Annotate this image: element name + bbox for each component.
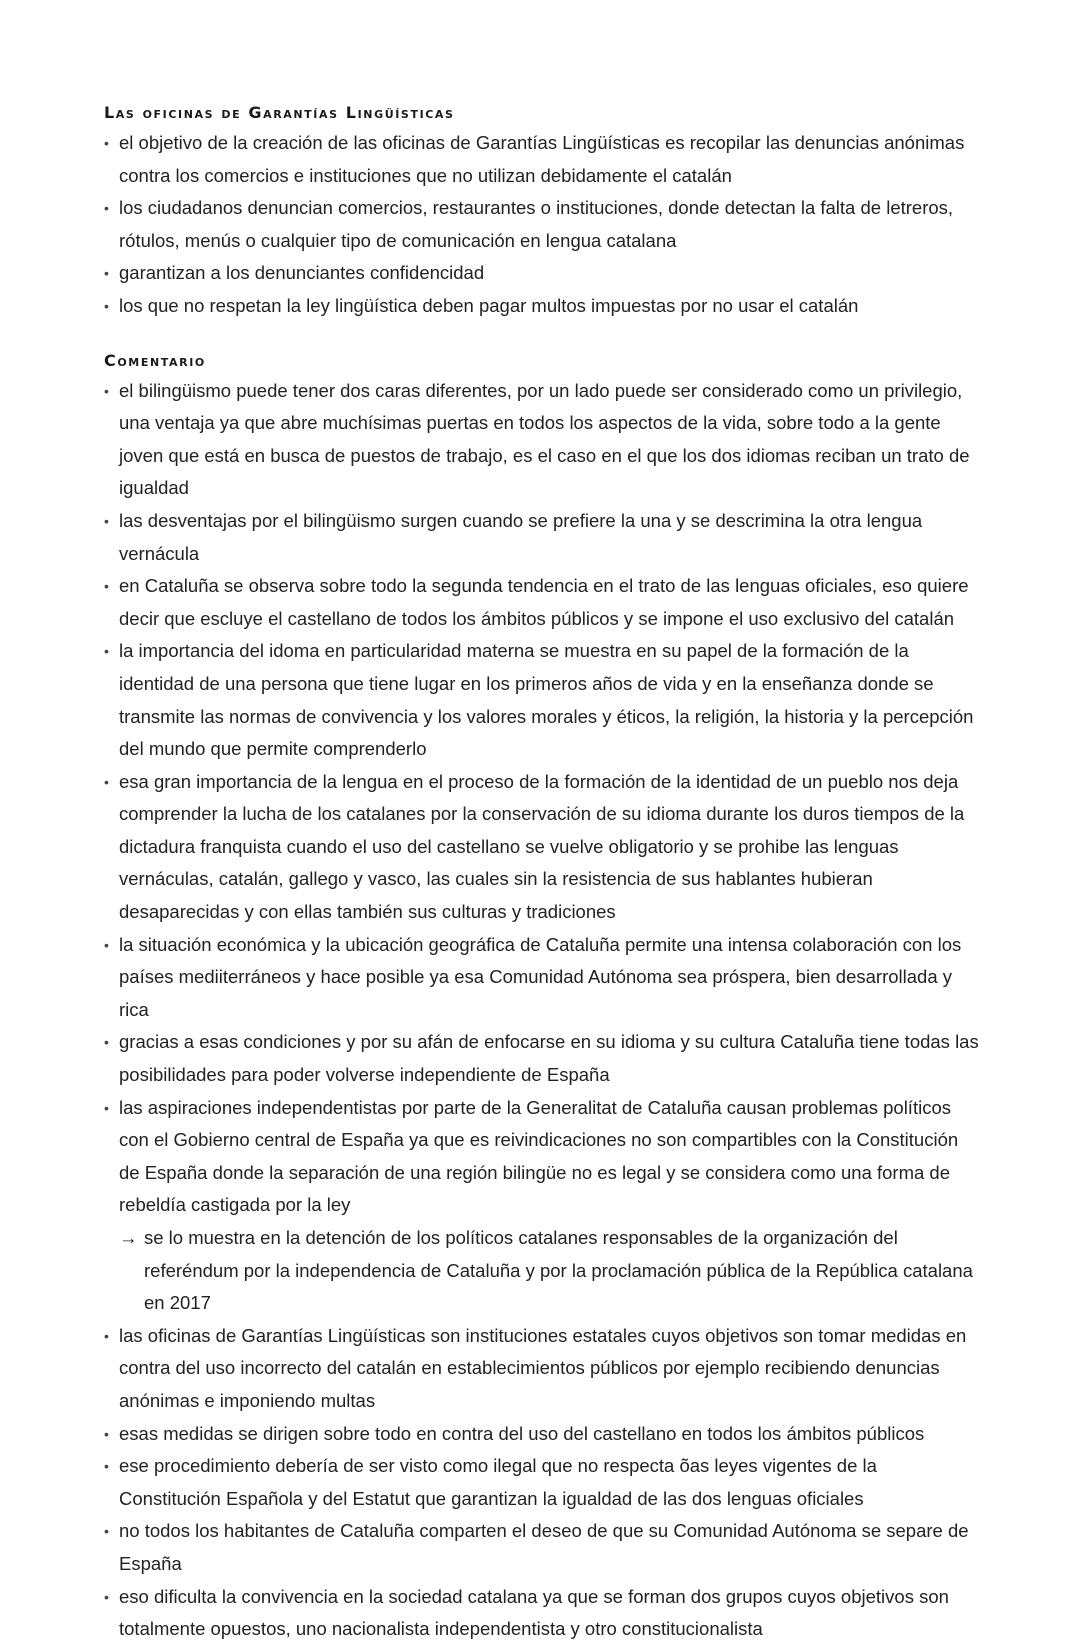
bullet-icon: • bbox=[104, 1034, 109, 1051]
list-item bbox=[104, 929, 980, 1027]
bullet-icon: • bbox=[104, 773, 109, 790]
list-item bbox=[104, 1450, 980, 1515]
list-item bbox=[104, 1026, 980, 1091]
bullet-text: garantizan a los denunciantes confidencidad bbox=[119, 262, 485, 284]
bullet-text: en Cataluña se observa sobre todo la segunda tendencia en el trato de las lenguas oficiales, eso quiere decir que escluye el castellano de todos los ámbitos públicos y se impone el uso exclusivo del catalán bbox=[119, 575, 969, 629]
list-item bbox=[104, 192, 980, 257]
bullet-text: las desventajas por el bilingüismo surgen cuando se prefiere la una y se descrimina la otra lengua vernácula bbox=[119, 509, 923, 564]
list-item bbox=[104, 1515, 980, 1580]
list-item bbox=[104, 290, 980, 323]
bullet-icon: • bbox=[104, 1588, 109, 1605]
bullet-text: las oficinas de Garantías Lingüísticas son instituciones estatales cuyos objetivos son tomar medidas en contra del uso incorrecto del catalán en establecimientos públicos por ejemplo recibiendo denuncias anónimas e imponiendo multas bbox=[119, 1324, 967, 1411]
bullet-icon: • bbox=[104, 382, 109, 399]
list-item bbox=[104, 570, 980, 635]
list-item bbox=[104, 127, 980, 192]
list-item bbox=[104, 766, 980, 929]
bullet-icon: • bbox=[104, 643, 109, 660]
list-item bbox=[104, 1418, 980, 1451]
bullet-icon: • bbox=[104, 297, 109, 314]
bullet-icon: • bbox=[104, 936, 109, 953]
list-item bbox=[104, 375, 980, 505]
bullet-icon: • bbox=[104, 1327, 109, 1344]
arrow-note bbox=[119, 1222, 980, 1320]
bullet-icon: • bbox=[104, 512, 109, 529]
list-item bbox=[104, 1320, 980, 1418]
arrow-note-text: se lo muestra en la detención de los políticos catalanes responsables de la organización del referéndum por la independencia de Cataluña y por la proclamación pública de la República catalana en 2017 bbox=[144, 1227, 973, 1314]
bullet-text: eso dificulta la convivencia en la sociedad catalana ya que se forman dos grupos cuyos objetivos son totalmente opuestos, uno nacionalista independentista y otro constitucionalista bbox=[119, 1585, 949, 1640]
section-title-comentario: Comentario bbox=[104, 350, 206, 370]
bullet-text: gracias a esas condiciones y por su afán de enfocarse en su idioma y su cultura Cataluña tiene todas las posibilidades para poder volverse independiente de España bbox=[119, 1031, 979, 1086]
bullet-text: los que no respetan la ley lingüística deben pagar multos impuestas por no usar el catalán bbox=[119, 294, 859, 316]
bullet-icon: • bbox=[104, 200, 109, 217]
bullet-text: los ciudadanos denuncian comercios, restaurantes o instituciones, donde detectan la falta de letreros, rótulos, menús o cualquier tipo de comunicación en lengua catalana bbox=[119, 197, 954, 251]
bullet-text: el objetivo de la creación de las oficinas de Garantías Lingüísticas es recopilar las denuncias anónimas contra los comercios e instituciones que no utilizan debidamente el catalán bbox=[119, 132, 965, 186]
bullet-list-garantias bbox=[104, 127, 980, 323]
bullet-text: las aspiraciones independentistas por parte de la Generalitat de Cataluña causan problemas políticos con el Gobierno central de España ya que es reivindicaciones no son compartibles con la Constitución de España donde la separación de una región bilingüe no es legal y se considera como una forma de rebeldía castigada por la ley bbox=[119, 1096, 959, 1216]
bullet-icon: • bbox=[104, 1425, 109, 1442]
list-item bbox=[104, 1581, 980, 1646]
list-item bbox=[104, 1092, 980, 1320]
list-item bbox=[104, 505, 980, 570]
bullet-icon: • bbox=[104, 1458, 109, 1475]
bullet-icon: • bbox=[104, 1099, 109, 1116]
bullet-text: ese procedimiento debería de ser visto como ilegal que no respecta õas leyes vigentes de la Constitución Española y del Estatut que garantizan la igualdad de las dos lenguas oficiales bbox=[119, 1455, 877, 1509]
bullet-text: la situación económica y la ubicación geográfica de Cataluña permite una intensa colaboración con los países mediiterráneos y hace posible ya esa Comunidad Autónoma sea próspera, bien desarrollada y rica bbox=[119, 933, 962, 1020]
bullet-text: la importancia del idoma en particularidad materna se muestra en su papel de la formación de la identidad de una persona que tiene lugar en los primeros años de vida y en la enseñanza donde se transmite las normas de convivencia y los valores morales y éticos, la religión, la historia y la percepción del mundo que permite comprenderlo bbox=[119, 640, 974, 760]
list-item bbox=[104, 635, 980, 765]
arrow-right-icon: → bbox=[119, 1227, 138, 1248]
bullet-icon: • bbox=[104, 135, 109, 151]
bullet-list-comentario bbox=[104, 375, 980, 1646]
list-item bbox=[104, 257, 980, 290]
bullet-icon: • bbox=[104, 578, 109, 595]
bullet-text: no todos los habitantes de Cataluña comparten el deseo de que su Comunidad Autónoma se separe de España bbox=[119, 1520, 969, 1574]
bullet-icon: • bbox=[104, 265, 109, 282]
bullet-text: esas medidas se dirigen sobre todo en contra del uso del castellano en todos los ámbitos públicos bbox=[119, 1422, 925, 1444]
bullet-text: el bilingüismo puede tener dos caras diferentes, por un lado puede ser considerado como un privilegio, una ventaja ya que abre muchísimas puertas en todos los aspectos de la vida, sobre todo a la gente joven que está en busca de puestos de trabajo, es el caso en el que los dos idiomas reciban un trato de igualdad bbox=[119, 379, 970, 499]
section-title-garantias: Las oficinas de Garantías Lingüísticas bbox=[104, 103, 455, 122]
bullet-text: esa gran importancia de la lengua en el proceso de la formación de la identidad de un pueblo nos deja comprender la lucha de los catalanes por la conservación de su idioma durante los duros tiempos de la dictadura franquista cuando el uso del castellano se vuelve obligatorio y se prohibe las lenguas vernáculas, catalán, gallego y vasco, las cuales sin la resistencia de sus hablantes hubieran desaparecidas y con ellas también sus culturas y tradiciones bbox=[119, 770, 965, 923]
bullet-icon: • bbox=[104, 1523, 109, 1540]
